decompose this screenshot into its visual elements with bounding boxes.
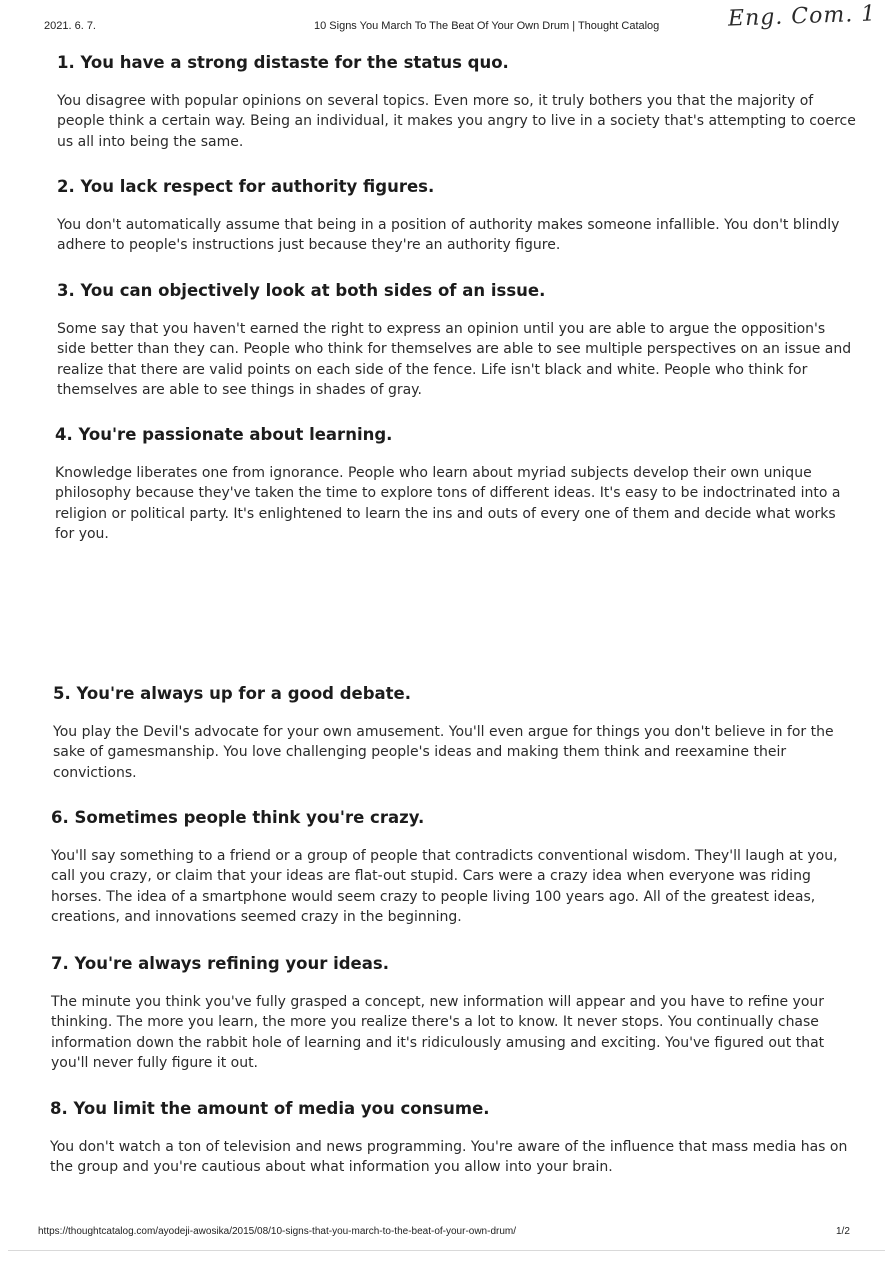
section-heading: 8. You limit the amount of media you consume. xyxy=(50,1099,490,1118)
section-heading: 7. You're always refining your ideas. xyxy=(51,954,389,973)
section-body: You don't watch a ton of television and news programming. You're aware of the influence that mass media has on the group and you're cautious about what information you allow into your brain. xyxy=(50,1139,848,1176)
footer-url: https://thoughtcatalog.com/ayodeji-awosika/2015/08/10-signs-that-you-march-to-the-beat-of-your-own-drum/ xyxy=(38,1226,517,1237)
section-2 xyxy=(57,177,857,256)
section-7 xyxy=(51,954,851,1074)
section-4 xyxy=(55,425,855,545)
print-page-title: 10 Signs You March To The Beat Of Your Own Drum | Thought Catalog xyxy=(314,20,660,32)
section-heading: 2. You lack respect for authority figures. xyxy=(57,177,435,196)
page-number: 1/2 xyxy=(836,1226,850,1237)
section-heading: 1. You have a strong distaste for the status quo. xyxy=(57,53,509,72)
handwritten-note: Eng. Com. 1 xyxy=(727,1,877,32)
section-3 xyxy=(57,281,857,401)
section-5 xyxy=(53,684,853,783)
section-body: Some say that you haven't earned the right to express an opinion until you are able to argue the opposition's side better than they can. People who think for themselves are able to see multiple perspectives on an issue and realize that there are valid points on each side of the fence. Life isn't black and white. People who think for themselves are able to see things in shades of gray. xyxy=(57,321,852,399)
section-body: You disagree with popular opinions on several topics. Even more so, it truly bothers you that the majority of people think a certain way. Being an individual, it makes you angry to live in a society that's attempting to coerce us all into being the same. xyxy=(57,93,856,150)
section-body: You don't automatically assume that being in a position of authority makes someone infallible. You don't blindly adhere to people's instructions just because they're an authority figure. xyxy=(57,217,840,254)
section-8 xyxy=(50,1099,850,1178)
page-bottom-edge xyxy=(8,1250,885,1251)
section-1 xyxy=(57,53,857,152)
section-heading: 3. You can objectively look at both sides of an issue. xyxy=(57,281,546,300)
section-body: The minute you think you've fully grasped a concept, new information will appear and you have to refine your thinking. The more you learn, the more you realize there's a lot to know. It never stops. You continually chase information down the rabbit hole of learning and it's ridiculously amusing and exciting. You've figured out that you'll never fully figure it out. xyxy=(51,994,825,1072)
section-body: You'll say something to a friend or a group of people that contradicts conventional wisdom. They'll laugh at you, call you crazy, or claim that your ideas are flat-out stupid. Cars were a crazy idea when everyone was riding horses. The idea of a smartphone would seem crazy to people living 100 years ago. All of the greatest ideas, creations, and innovations seemed crazy in the beginning. xyxy=(51,848,838,926)
section-6 xyxy=(51,808,851,928)
print-date: 2021. 6. 7. xyxy=(44,20,96,32)
section-heading: 6. Sometimes people think you're crazy. xyxy=(51,808,425,827)
section-heading: 4. You're passionate about learning. xyxy=(55,425,393,444)
section-body: You play the Devil's advocate for your own amusement. You'll even argue for things you don't believe in for the sake of gamesmanship. You love challenging people's ideas and making them think and reexamine their convictions. xyxy=(53,724,834,781)
section-body: Knowledge liberates one from ignorance. People who learn about myriad subjects develop their own unique philosophy because they've taken the time to explore tons of different ideas. It's easy to be indoctrinated into a religion or political party. It's enlightened to learn the ins and outs of every one of them and decide what works for you. xyxy=(55,465,841,543)
section-heading: 5. You're always up for a good debate. xyxy=(53,684,412,703)
